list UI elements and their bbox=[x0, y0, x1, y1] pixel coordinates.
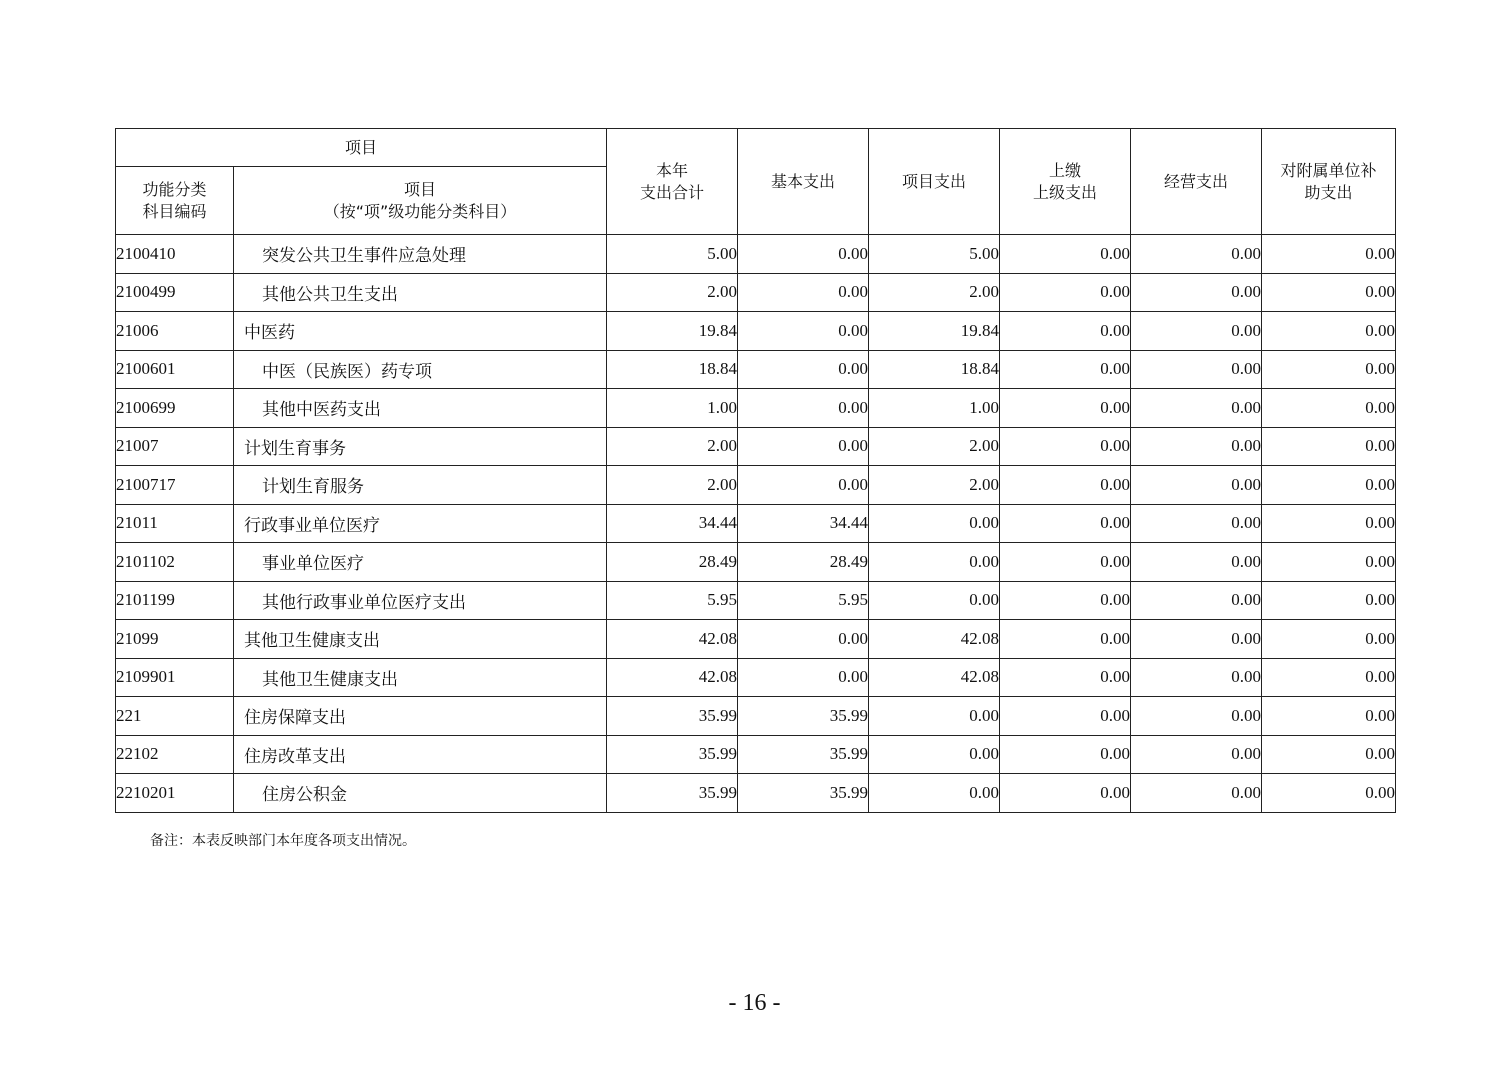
cell-value: 0.00 bbox=[738, 312, 869, 351]
cell-value: 2.00 bbox=[869, 466, 1000, 505]
cell-code: 21007 bbox=[116, 427, 234, 466]
header-project: 项目支出 bbox=[869, 129, 1000, 235]
cell-value: 0.00 bbox=[1000, 466, 1131, 505]
cell-value: 0.00 bbox=[1131, 735, 1262, 774]
cell-value: 0.00 bbox=[869, 735, 1000, 774]
cell-value: 0.00 bbox=[1262, 697, 1396, 736]
cell-value: 0.00 bbox=[869, 581, 1000, 620]
cell-value: 0.00 bbox=[1131, 427, 1262, 466]
table-row bbox=[116, 581, 1396, 620]
cell-value: 0.00 bbox=[1262, 620, 1396, 659]
cell-value: 0.00 bbox=[1262, 774, 1396, 813]
cell-code: 2100499 bbox=[116, 273, 234, 312]
cell-value: 35.99 bbox=[607, 697, 738, 736]
cell-value: 0.00 bbox=[1262, 235, 1396, 274]
cell-name: 其他行政事业单位医疗支出 bbox=[234, 581, 607, 620]
cell-value: 0.00 bbox=[869, 697, 1000, 736]
cell-value: 34.44 bbox=[607, 504, 738, 543]
cell-value: 2.00 bbox=[607, 466, 738, 505]
page-number: - 16 - bbox=[728, 990, 781, 1016]
table-row bbox=[116, 273, 1396, 312]
cell-value: 0.00 bbox=[1131, 312, 1262, 351]
cell-value: 0.00 bbox=[1000, 620, 1131, 659]
cell-value: 0.00 bbox=[1262, 350, 1396, 389]
cell-value: 0.00 bbox=[1000, 697, 1131, 736]
header-subsidy: 对附属单位补 助支出 bbox=[1262, 129, 1396, 235]
cell-value: 0.00 bbox=[738, 658, 869, 697]
table-row bbox=[116, 427, 1396, 466]
cell-value: 0.00 bbox=[738, 620, 869, 659]
cell-name: 其他卫生健康支出 bbox=[234, 658, 607, 697]
cell-value: 0.00 bbox=[1131, 389, 1262, 428]
table-row bbox=[116, 235, 1396, 274]
cell-code: 2210201 bbox=[116, 774, 234, 813]
cell-value: 0.00 bbox=[1131, 697, 1262, 736]
cell-value: 5.00 bbox=[607, 235, 738, 274]
cell-name: 住房改革支出 bbox=[234, 735, 607, 774]
cell-name: 行政事业单位医疗 bbox=[234, 504, 607, 543]
header-project-group: 项目 bbox=[116, 129, 607, 167]
cell-name: 计划生育服务 bbox=[234, 466, 607, 505]
table-row bbox=[116, 466, 1396, 505]
cell-value: 5.95 bbox=[607, 581, 738, 620]
cell-value: 0.00 bbox=[869, 774, 1000, 813]
cell-name: 住房保障支出 bbox=[234, 697, 607, 736]
table-row bbox=[116, 697, 1396, 736]
cell-code: 2101102 bbox=[116, 543, 234, 582]
cell-code: 2100410 bbox=[116, 235, 234, 274]
cell-value: 0.00 bbox=[1262, 466, 1396, 505]
table-row bbox=[116, 389, 1396, 428]
cell-value: 0.00 bbox=[1000, 504, 1131, 543]
cell-value: 0.00 bbox=[1000, 235, 1131, 274]
cell-value: 0.00 bbox=[738, 273, 869, 312]
cell-value: 0.00 bbox=[1000, 427, 1131, 466]
cell-value: 42.08 bbox=[607, 620, 738, 659]
cell-value: 5.95 bbox=[738, 581, 869, 620]
header-name: 项目 （按“项”级功能分类科目） bbox=[234, 167, 607, 235]
cell-value: 0.00 bbox=[738, 466, 869, 505]
cell-value: 0.00 bbox=[1000, 312, 1131, 351]
cell-value: 0.00 bbox=[1262, 581, 1396, 620]
cell-value: 0.00 bbox=[1262, 504, 1396, 543]
expense-table bbox=[115, 128, 1396, 813]
cell-value: 35.99 bbox=[738, 697, 869, 736]
cell-value: 0.00 bbox=[1131, 273, 1262, 312]
cell-value: 0.00 bbox=[1262, 389, 1396, 428]
cell-value: 0.00 bbox=[1000, 774, 1131, 813]
cell-name: 其他中医药支出 bbox=[234, 389, 607, 428]
header-upper: 上缴 上级支出 bbox=[1000, 129, 1131, 235]
cell-code: 21011 bbox=[116, 504, 234, 543]
cell-value: 0.00 bbox=[1000, 581, 1131, 620]
table-row bbox=[116, 504, 1396, 543]
header-business: 经营支出 bbox=[1131, 129, 1262, 235]
cell-value: 0.00 bbox=[1000, 350, 1131, 389]
cell-value: 0.00 bbox=[1131, 620, 1262, 659]
cell-value: 5.00 bbox=[869, 235, 1000, 274]
table-row bbox=[116, 735, 1396, 774]
cell-value: 19.84 bbox=[869, 312, 1000, 351]
cell-name: 住房公积金 bbox=[234, 774, 607, 813]
cell-code: 2100717 bbox=[116, 466, 234, 505]
cell-name: 事业单位医疗 bbox=[234, 543, 607, 582]
cell-value: 42.08 bbox=[869, 620, 1000, 659]
cell-value: 28.49 bbox=[738, 543, 869, 582]
cell-value: 0.00 bbox=[1131, 581, 1262, 620]
header-code: 功能分类 科目编码 bbox=[116, 167, 234, 235]
cell-value: 0.00 bbox=[1262, 735, 1396, 774]
cell-value: 0.00 bbox=[1262, 658, 1396, 697]
cell-value: 0.00 bbox=[738, 235, 869, 274]
cell-value: 35.99 bbox=[738, 774, 869, 813]
cell-code: 22102 bbox=[116, 735, 234, 774]
cell-code: 2101199 bbox=[116, 581, 234, 620]
cell-value: 18.84 bbox=[607, 350, 738, 389]
table-row bbox=[116, 350, 1396, 389]
cell-value: 0.00 bbox=[1000, 543, 1131, 582]
cell-value: 0.00 bbox=[738, 350, 869, 389]
cell-value: 0.00 bbox=[1131, 466, 1262, 505]
cell-value: 2.00 bbox=[869, 427, 1000, 466]
cell-name: 其他公共卫生支出 bbox=[234, 273, 607, 312]
cell-value: 0.00 bbox=[1000, 735, 1131, 774]
cell-value: 0.00 bbox=[1262, 543, 1396, 582]
cell-value: 1.00 bbox=[869, 389, 1000, 428]
header-total: 本年 支出合计 bbox=[607, 129, 738, 235]
cell-value: 35.99 bbox=[607, 774, 738, 813]
cell-value: 0.00 bbox=[1000, 389, 1131, 428]
cell-value: 0.00 bbox=[1131, 774, 1262, 813]
cell-code: 221 bbox=[116, 697, 234, 736]
cell-value: 1.00 bbox=[607, 389, 738, 428]
table-row bbox=[116, 620, 1396, 659]
table-note: 备注：本表反映部门本年度各项支出情况。 bbox=[150, 833, 416, 849]
cell-code: 21099 bbox=[116, 620, 234, 659]
cell-name: 其他卫生健康支出 bbox=[234, 620, 607, 659]
cell-code: 2109901 bbox=[116, 658, 234, 697]
cell-code: 21006 bbox=[116, 312, 234, 351]
cell-name: 计划生育事务 bbox=[234, 427, 607, 466]
cell-value: 0.00 bbox=[738, 389, 869, 428]
table-row bbox=[116, 658, 1396, 697]
cell-name: 中医（民族医）药专项 bbox=[234, 350, 607, 389]
table-row bbox=[116, 543, 1396, 582]
cell-value: 0.00 bbox=[1131, 658, 1262, 697]
cell-value: 0.00 bbox=[1131, 504, 1262, 543]
cell-value: 35.99 bbox=[607, 735, 738, 774]
cell-code: 2100699 bbox=[116, 389, 234, 428]
cell-value: 0.00 bbox=[1262, 427, 1396, 466]
cell-value: 42.08 bbox=[607, 658, 738, 697]
cell-name: 突发公共卫生事件应急处理 bbox=[234, 235, 607, 274]
cell-name: 中医药 bbox=[234, 312, 607, 351]
cell-value: 0.00 bbox=[869, 543, 1000, 582]
cell-value: 0.00 bbox=[1000, 658, 1131, 697]
cell-value: 2.00 bbox=[607, 273, 738, 312]
table-row bbox=[116, 312, 1396, 351]
cell-value: 34.44 bbox=[738, 504, 869, 543]
cell-value: 0.00 bbox=[1262, 312, 1396, 351]
cell-value: 0.00 bbox=[1131, 350, 1262, 389]
cell-code: 2100601 bbox=[116, 350, 234, 389]
cell-value: 0.00 bbox=[1000, 273, 1131, 312]
cell-value: 19.84 bbox=[607, 312, 738, 351]
cell-value: 28.49 bbox=[607, 543, 738, 582]
header-basic: 基本支出 bbox=[738, 129, 869, 235]
cell-value: 2.00 bbox=[869, 273, 1000, 312]
cell-value: 2.00 bbox=[607, 427, 738, 466]
cell-value: 42.08 bbox=[869, 658, 1000, 697]
cell-value: 0.00 bbox=[1262, 273, 1396, 312]
cell-value: 0.00 bbox=[1131, 235, 1262, 274]
cell-value: 0.00 bbox=[869, 504, 1000, 543]
cell-value: 0.00 bbox=[738, 427, 869, 466]
cell-value: 35.99 bbox=[738, 735, 869, 774]
table-row bbox=[116, 774, 1396, 813]
table-body bbox=[116, 235, 1396, 813]
cell-value: 18.84 bbox=[869, 350, 1000, 389]
cell-value: 0.00 bbox=[1131, 543, 1262, 582]
